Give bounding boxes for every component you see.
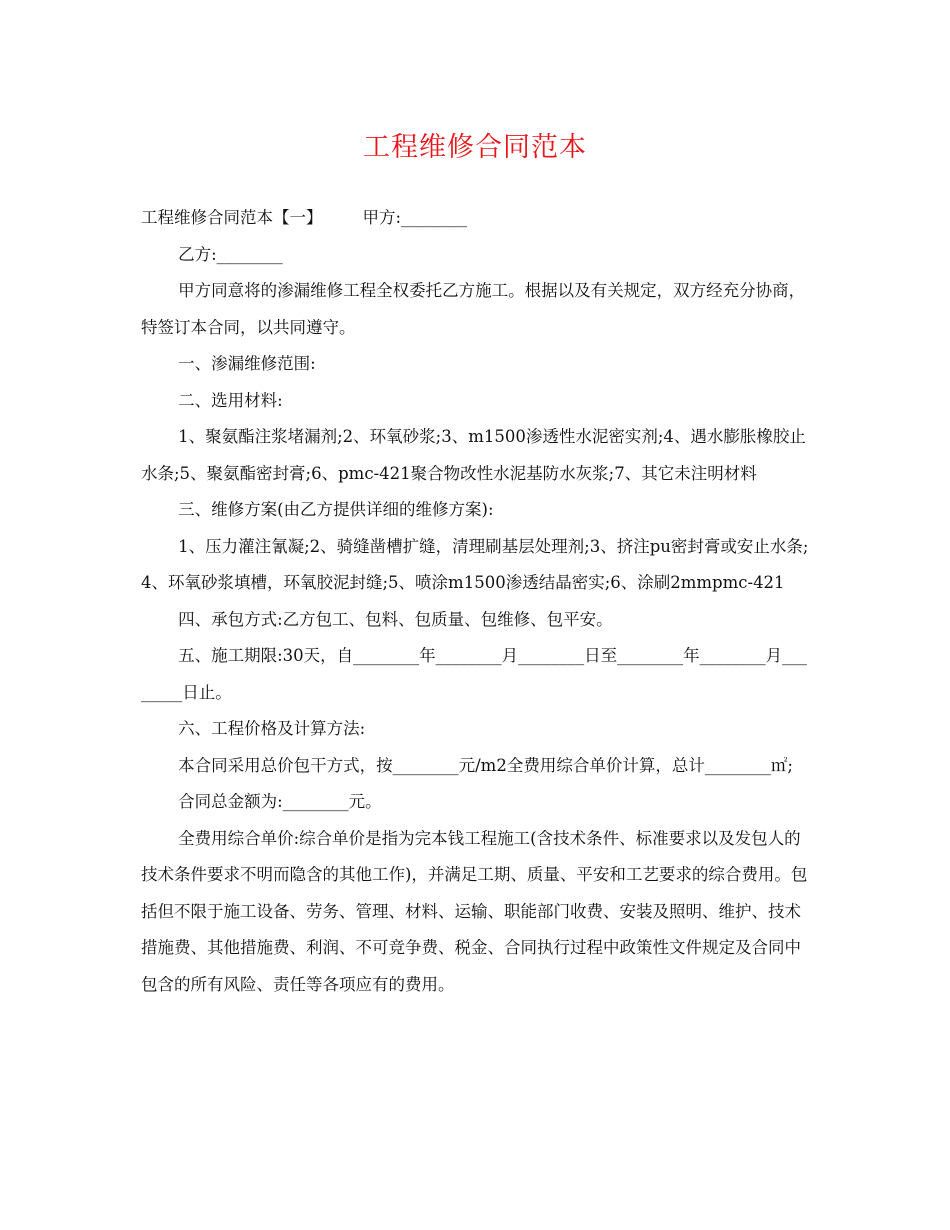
- paragraph-plan-list: 1、压力灌注氰凝;2、骑缝凿槽扩缝，清理刷基层处理剂;3、挤注pu密封膏或安止水条;4、环氧砂浆填槽，环氧胶泥封缝;5、喷涂m1500渗透结晶密实;6、涂刷2mmpmc-421: [141, 536, 809, 592]
- section-scope: 一、渗漏维修范围:: [178, 354, 316, 373]
- party-a-field: 甲方:________: [362, 208, 468, 227]
- document-body: [141, 200, 809, 1003]
- paragraph-price-definition: 全费用综合单价:综合单价是指为完本钱工程施工(含技术条件、标准要求以及发包人的技术条件要求不明而隐含的其他工作)，并满足工期、质量、平安和工艺要求的综合费用。包括但不限于施工设备、劳务、管理、材料、运输、职能部门收费、安装及照明、维护、技术措施费、其他措施费、利润、不可竞争费、税金、合同执行过程中政策性文件规定及合同中包含的所有风险、责任等各项应有的费用。: [141, 828, 808, 994]
- section-plan: 三、维修方案(由乙方提供详细的维修方案):: [178, 500, 494, 519]
- document-title: 工程维修合同范本: [363, 132, 587, 163]
- section-materials: 二、选用材料:: [178, 390, 283, 410]
- section-contracting: 四、承包方式:乙方包工、包料、包质量、包维修、包平安。: [178, 609, 613, 629]
- paragraph-total-amount: 合同总金额为:________元。: [178, 792, 382, 811]
- section-period: 五、施工期限:30天，自________年________月________日至________年________月________日止。: [141, 646, 807, 702]
- contract-label: 工程维修合同范本【一】: [141, 208, 323, 227]
- heading-line: [141, 200, 809, 237]
- paragraph-unit-price: 本合同采用总价包干方式，按________元/m2全费用综合单价计算，总计________㎡;: [178, 755, 793, 775]
- section-price: 六、工程价格及计算方法:: [178, 719, 366, 738]
- paragraph-materials-list: 1、聚氨酯注浆堵漏剂;2、环氧砂浆;3、m1500渗透性水泥密实剂;4、遇水膨胀橡胶止水条;5、聚氨酯密封膏;6、pmc-421聚合物改性水泥基防水灰浆;7、其它未注明材料: [141, 427, 806, 483]
- party-b-field: 乙方:________: [178, 244, 283, 264]
- paragraph-intro: 甲方同意将的渗漏维修工程全权委托乙方施工。根据以及有关规定，双方经充分协商，特签订本合同，以共同遵守。: [141, 281, 806, 337]
